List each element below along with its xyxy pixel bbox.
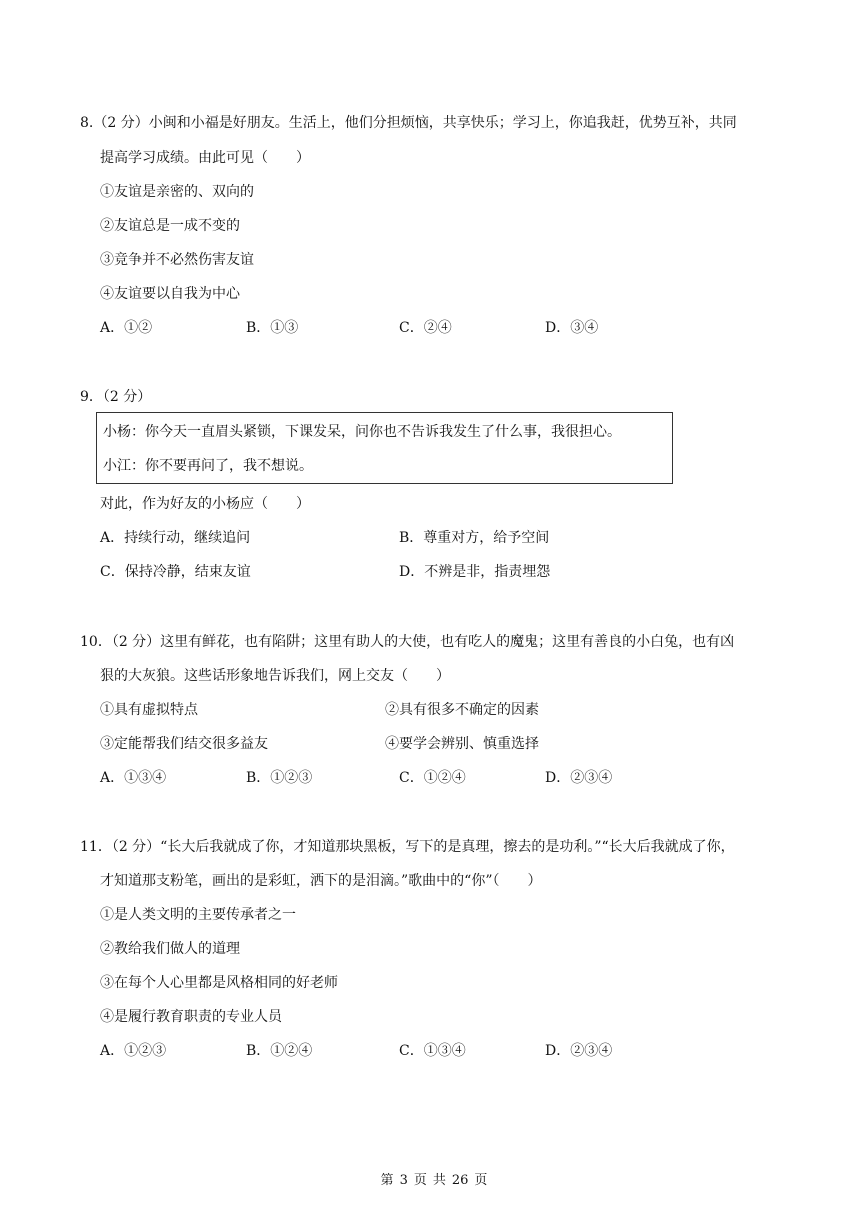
statement-item: ③在每个人心里都是风格相同的好老师	[100, 975, 338, 991]
question-stem: 10．（2 分）这里有鲜花，也有陷阱；这里有助人的大使，也有吃人的魔鬼；这里有善良的小白兔，也有凶	[80, 634, 735, 650]
question-stem: 11．（2 分）“长大后我就成了你，才知道那块黑板，写下的是真理，擦去的是功利。”“长大后我就成了你，	[80, 839, 735, 855]
question-prompt: 对此，作为好友的小杨应（ ）	[100, 496, 310, 512]
total-page-count: 26	[451, 1173, 469, 1188]
current-page-number: 3	[399, 1173, 408, 1188]
option-c[interactable]: C．保持冷静，结束友谊	[100, 564, 251, 580]
option-d[interactable]: D．③④	[545, 320, 599, 336]
page-footer	[0, 1172, 868, 1190]
option-d[interactable]: D．不辨是非，指责埋怨	[399, 564, 551, 580]
statement-item: ②具有很多不确定的因素	[385, 702, 539, 718]
answer-options	[0, 319, 868, 337]
footer-word: 第	[380, 1173, 394, 1188]
statement-item: ①是人类文明的主要传承者之一	[100, 907, 296, 923]
option-a[interactable]: A．持续行动，继续追问	[100, 530, 251, 546]
option-a[interactable]: A．①②③	[100, 1043, 167, 1059]
option-b[interactable]: B．①②④	[246, 1043, 313, 1059]
question-stem: 8.（2 分）小闽和小福是好朋友。生活上，他们分担烦恼，共享快乐；学习上，你追我赶，优势互补，共同	[80, 115, 737, 131]
question-stem: 才知道那支粉笔，画出的是彩虹，洒下的是泪滴。”歌曲中的“你”（ ）	[100, 873, 542, 889]
dialog-line: 小杨：你今天一直眉头紧锁，下课发呆，问你也不告诉我发生了什么事，我很担心。	[103, 424, 621, 440]
statement-item: ①具有虚拟特点	[100, 702, 198, 718]
dialog-box	[96, 412, 673, 484]
option-b[interactable]: B．①②③	[246, 770, 313, 786]
statement-item: ②友谊总是一成不变的	[100, 218, 240, 234]
option-b[interactable]: B．尊重对方，给予空间	[399, 530, 550, 546]
footer-word: 页	[474, 1173, 488, 1188]
question-stem: 提高学习成绩。由此可见（ ）	[100, 150, 310, 166]
statement-item: ①友谊是亲密的、双向的	[100, 184, 254, 200]
option-c[interactable]: C．②④	[399, 320, 452, 336]
option-d[interactable]: D．②③④	[545, 1043, 613, 1059]
answer-options	[0, 529, 868, 547]
statement-item: ④要学会辨别、慎重选择	[385, 736, 539, 752]
option-c[interactable]: C．①②④	[399, 770, 466, 786]
answer-options	[0, 563, 868, 581]
option-a[interactable]: A．①③④	[100, 770, 167, 786]
statement-items	[0, 735, 868, 753]
question-stem: 9．（2 分）	[80, 389, 152, 405]
statement-item: ②教给我们做人的道理	[100, 941, 240, 957]
statement-item: ④友谊要以自我为中心	[100, 286, 240, 302]
option-c[interactable]: C．①③④	[399, 1043, 466, 1059]
option-d[interactable]: D．②③④	[545, 770, 613, 786]
dialog-line: 小江：你不要再问了，我不想说。	[103, 458, 313, 474]
footer-word: 页	[413, 1173, 427, 1188]
statement-item: ④是履行教育职责的专业人员	[100, 1009, 282, 1025]
answer-options	[0, 769, 868, 787]
statement-item: ③竞争并不必然伤害友谊	[100, 252, 254, 268]
footer-word: 共	[432, 1173, 446, 1188]
statement-item: ③定能帮我们结交很多益友	[100, 736, 268, 752]
option-b[interactable]: B．①③	[246, 320, 299, 336]
question-stem: 狠的大灰狼。这些话形象地告诉我们，网上交友（ ）	[100, 668, 450, 684]
answer-options	[0, 1042, 868, 1060]
option-a[interactable]: A．①②	[100, 320, 153, 336]
statement-items	[0, 701, 868, 719]
